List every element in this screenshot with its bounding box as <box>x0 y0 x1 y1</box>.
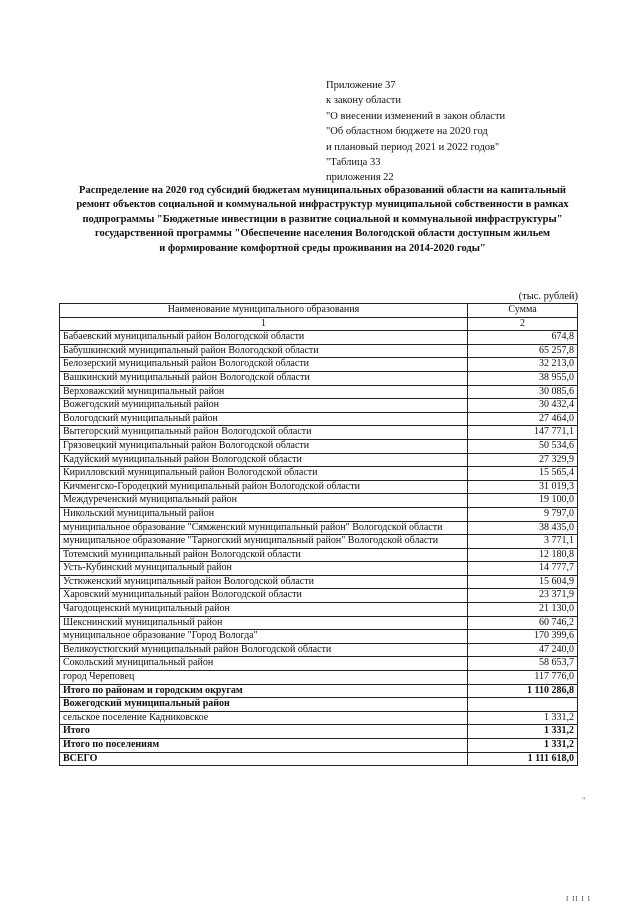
row-name: Кичменгско-Городецкий муниципальный район Вологодской области <box>60 480 468 494</box>
subtotal-row <box>60 725 578 739</box>
grand-total-label: ВСЕГО <box>60 752 468 766</box>
row-name: муниципальное образование "Сямженский муниципальный район" Вологодской области <box>60 521 468 535</box>
settlement-row <box>60 711 578 725</box>
title-line: Распределение на 2020 год субсидий бюджетам муниципальных образований области на капитальный <box>79 185 566 196</box>
row-name: Никольский муниципальный район <box>60 507 468 521</box>
row-name: Великоустюгский муниципальный район Вологодской области <box>60 643 468 657</box>
row-value: 60 746,2 <box>468 616 578 630</box>
table-row <box>60 643 578 657</box>
row-name: Вашкинский муниципальный район Вологодской области <box>60 371 468 385</box>
table-row <box>60 535 578 549</box>
row-name: Сокольский муниципальный район <box>60 657 468 671</box>
row-value: 27 329,9 <box>468 453 578 467</box>
row-value: 65 257,8 <box>468 344 578 358</box>
table-row <box>60 589 578 603</box>
title-line: подпрограммы "Бюджетные инвестиции в развитие социальной и коммунальной инфраструктуры" <box>82 213 563 225</box>
table-row <box>60 603 578 617</box>
row-name: Тотемский муниципальный район Вологодской области <box>60 548 468 562</box>
table-row <box>60 494 578 508</box>
row-value: 47 240,0 <box>468 643 578 657</box>
header-line: "Об областном бюджете на 2020 год <box>326 126 488 138</box>
table-row <box>60 426 578 440</box>
row-value: 19 100,0 <box>468 494 578 508</box>
table-row <box>60 371 578 385</box>
row-name: Шекснинский муниципальный район <box>60 616 468 630</box>
row-name: Харовский муниципальный район Вологодской области <box>60 589 468 603</box>
table-row <box>60 480 578 494</box>
row-name: Верховажский муниципальный район <box>60 385 468 399</box>
row-value: 12 180,8 <box>468 548 578 562</box>
row-name: муниципальное образование "Город Вологда" <box>60 630 468 644</box>
header-line: к закону области <box>326 95 401 107</box>
row-value: 31 019,3 <box>468 480 578 494</box>
row-name: Кадуйский муниципальный район Вологодской области <box>60 453 468 467</box>
row-value: 30 432,4 <box>468 399 578 413</box>
header-line: "О внесении изменений в закон области <box>326 110 506 122</box>
row-name: Грязовецкий муниципальный район Вологодской области <box>60 439 468 453</box>
table-row <box>60 630 578 644</box>
table-summary <box>60 684 578 766</box>
row-value: 32 213,0 <box>468 358 578 372</box>
table-row <box>60 671 578 685</box>
row-value: 21 130,0 <box>468 603 578 617</box>
row-value: 170 399,6 <box>468 630 578 644</box>
row-value: 15 604,9 <box>468 575 578 589</box>
row-value: 58 653,7 <box>468 657 578 671</box>
row-name: Междуреченский муниципальный район <box>60 494 468 508</box>
appendix-header <box>326 78 505 186</box>
row-value: 3 771,1 <box>468 535 578 549</box>
section-header-row <box>60 698 578 712</box>
row-value: 15 565,4 <box>468 467 578 481</box>
header-line: Приложение 37 <box>326 80 396 91</box>
grand-total-value: 1 111 618,0 <box>468 752 578 766</box>
row-value: 147 771,1 <box>468 426 578 440</box>
row-name: муниципальное образование "Тарногский муниципальный район" Вологодской области <box>60 535 468 549</box>
total-settlements-row <box>60 739 578 753</box>
row-name: Усть-Кубинский муниципальный район <box>60 562 468 576</box>
table-row <box>60 453 578 467</box>
total-settlements-label: Итого по поселениям <box>60 739 468 753</box>
title-line: и формирование комфортной среды проживания на 2014-2020 годы" <box>159 242 486 254</box>
total-settlements-value: 1 331,2 <box>468 739 578 753</box>
row-value: 14 777,7 <box>468 562 578 576</box>
table-column-number-row <box>60 317 578 331</box>
total-districts-label: Итого по районам и городским округам <box>60 684 468 698</box>
table-row <box>60 439 578 453</box>
row-value: 9 797,0 <box>468 507 578 521</box>
table-row <box>60 331 578 345</box>
row-value: 674,8 <box>468 331 578 345</box>
row-name: Устюженский муниципальный район Вологодской области <box>60 575 468 589</box>
section-header-label: Вожегодский муниципальный район <box>60 698 468 712</box>
table-row <box>60 412 578 426</box>
subtotal-value: 1 331,2 <box>468 725 578 739</box>
table-body <box>60 331 578 684</box>
table-row <box>60 385 578 399</box>
column-number-1: 1 <box>60 317 468 331</box>
table-row <box>60 562 578 576</box>
settlement-label: сельское поселение Кадниковское <box>60 711 468 725</box>
header-line: и плановый период 2021 и 2022 годов" <box>326 141 500 153</box>
table-row <box>60 399 578 413</box>
row-name: Вытегорский муниципальный район Вологодской области <box>60 426 468 440</box>
column-header-sum: Сумма <box>468 304 578 318</box>
row-value: 117 776,0 <box>468 671 578 685</box>
row-value: 38 955,0 <box>468 371 578 385</box>
table-row <box>60 507 578 521</box>
table-row <box>60 344 578 358</box>
row-name: Бабушкинский муниципальный район Вологодской области <box>60 344 468 358</box>
table-row <box>60 521 578 535</box>
title-line: государственной программы "Обеспечение населения Вологодской области доступным жильем <box>94 228 551 240</box>
row-name: город Череповец <box>60 671 468 685</box>
title-line: ремонт объектов социальной и коммунальной инфраструктур муниципальной собственности в рамках <box>76 199 569 211</box>
document-title <box>40 184 605 256</box>
column-number-2: 2 <box>468 317 578 331</box>
row-name: Кирилловский муниципальный район Вологодской области <box>60 467 468 481</box>
row-name: Чагодощенский муниципальный район <box>60 603 468 617</box>
units-label: (тыс. рублей) <box>518 291 578 302</box>
row-value: 30 085,6 <box>468 385 578 399</box>
section-header-empty <box>468 698 578 712</box>
header-line: "Таблица 33 <box>326 157 381 169</box>
table-row <box>60 467 578 481</box>
total-districts-row <box>60 684 578 698</box>
table-row <box>60 657 578 671</box>
closing-quote-mark: " <box>582 796 586 805</box>
table-row <box>60 548 578 562</box>
footer-mark: I II I I <box>566 895 591 903</box>
row-name: Бабаевский муниципальный район Вологодской области <box>60 331 468 345</box>
row-value: 23 371,9 <box>468 589 578 603</box>
table-row <box>60 358 578 372</box>
table-row <box>60 616 578 630</box>
table-row <box>60 575 578 589</box>
subtotal-label: Итого <box>60 725 468 739</box>
total-districts-value: 1 110 286,8 <box>468 684 578 698</box>
row-name: Белозерский муниципальный район Вологодской области <box>60 358 468 372</box>
subsidy-table <box>59 303 578 766</box>
row-value: 27 464,0 <box>468 412 578 426</box>
row-value: 50 534,6 <box>468 439 578 453</box>
row-value: 38 435,0 <box>468 521 578 535</box>
table-header-row <box>60 304 578 318</box>
row-name: Вожегодский муниципальный район <box>60 399 468 413</box>
header-line: приложения 22 <box>326 172 394 184</box>
row-name: Вологодский муниципальный район <box>60 412 468 426</box>
settlement-value: 1 331,2 <box>468 711 578 725</box>
grand-total-row <box>60 752 578 766</box>
column-header-name: Наименование муниципального образования <box>60 304 468 318</box>
